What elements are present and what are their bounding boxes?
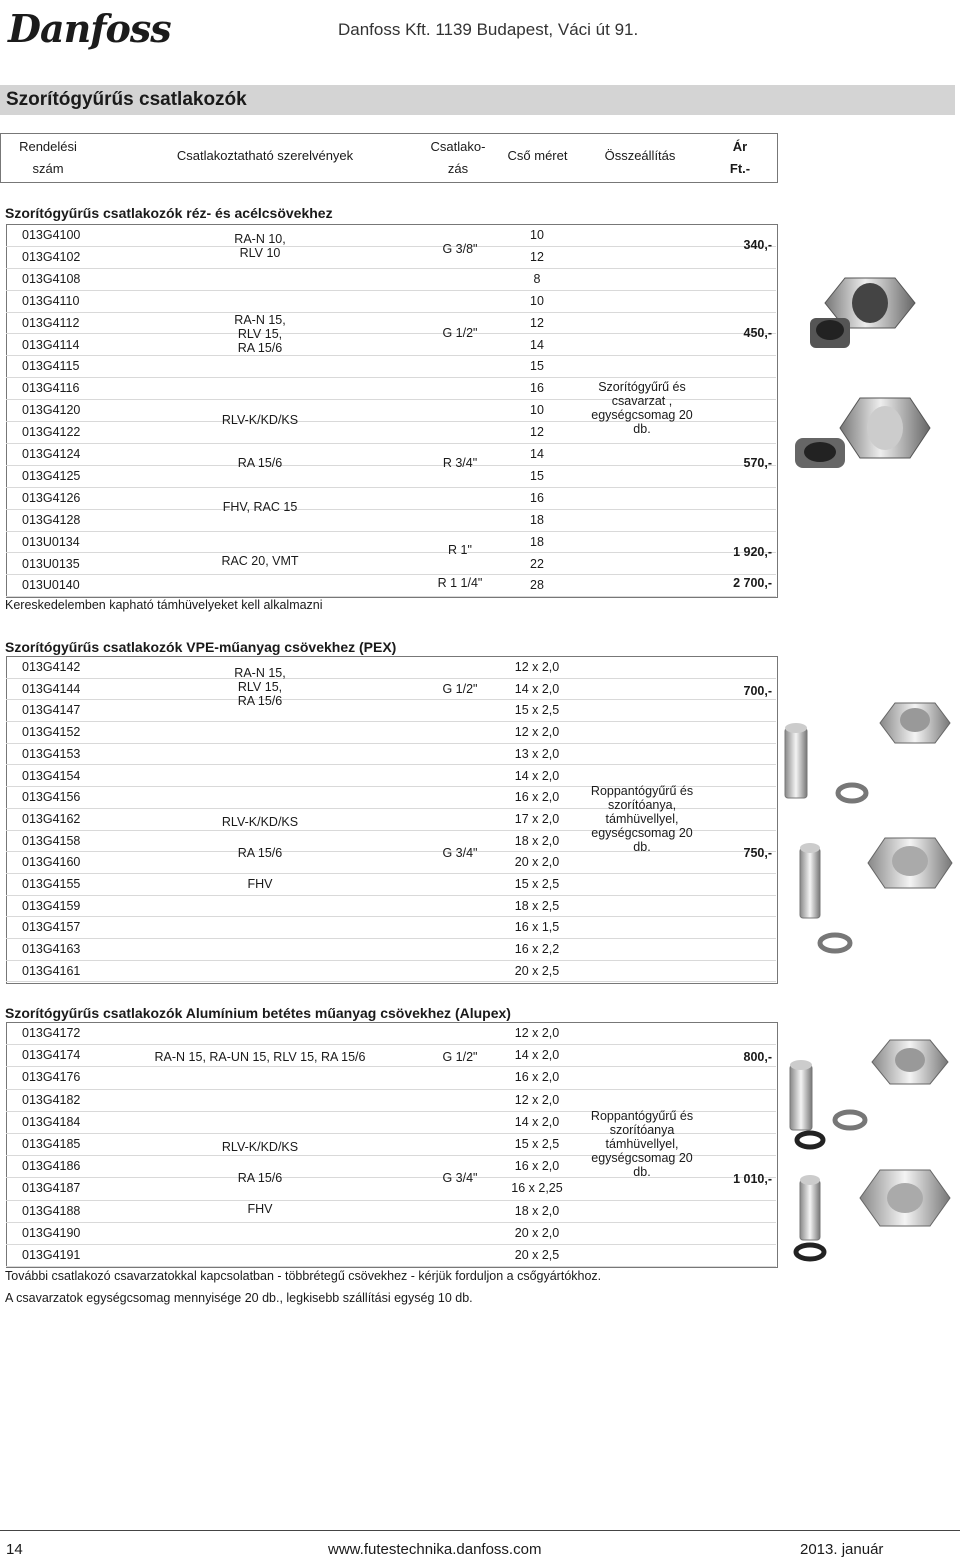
pipe-size: 16 x 2,2 xyxy=(514,942,560,957)
footer-date: 2013. január xyxy=(800,1541,884,1558)
pipe-size: 12 x 2,0 xyxy=(514,660,560,674)
table-row xyxy=(6,873,776,896)
order-code: 013G4116 xyxy=(22,381,80,396)
pipe-size: 18 x 2,0 xyxy=(514,833,560,848)
page-title-bar xyxy=(0,85,955,115)
fitting-ra15-6-pex: RA 15/6 xyxy=(237,846,283,860)
section3-note2: A csavarzatok egységcsomag mennyisége 20 db., legkisebb szállítási egység 10 db. xyxy=(5,1291,473,1305)
connection-g38: G 3/8" xyxy=(442,242,478,256)
order-code: 013G4159 xyxy=(22,898,81,913)
table-row xyxy=(6,531,776,554)
table-row xyxy=(6,678,776,701)
table-row xyxy=(6,443,776,466)
order-code: 013G4191 xyxy=(22,1248,81,1262)
footer-rule xyxy=(0,1530,960,1531)
pipe-size: 16 x 2,0 xyxy=(514,1159,560,1174)
order-code: 013G4122 xyxy=(22,425,81,440)
order-code: 013G4125 xyxy=(22,468,81,483)
pipe-size: 16 xyxy=(530,490,544,505)
order-code: 013G4120 xyxy=(22,403,81,418)
pipe-size: 10 xyxy=(530,228,544,242)
pipe-size: 16 x 2,0 xyxy=(514,1070,560,1085)
fitting-ra-n15-pex: RA-N 15, RLV 15, RA 15/6 xyxy=(234,666,286,708)
table-row xyxy=(6,1177,776,1200)
order-code: 013G4115 xyxy=(22,359,80,374)
col-order: Rendelési szám xyxy=(19,139,77,176)
fitting-rac20-vmt: RAC 20, VMT xyxy=(221,554,299,568)
pipe-size: 18 xyxy=(530,512,544,527)
danfoss-logo: Danfoss xyxy=(8,6,171,51)
table-row xyxy=(6,290,776,313)
pipe-size: 16 x 2,0 xyxy=(514,790,560,805)
pipe-size: 15 x 2,5 xyxy=(514,1137,560,1151)
order-code: 013G4163 xyxy=(22,942,81,957)
pipe-size: 15 x 2,5 xyxy=(514,703,560,718)
brass-fitting-image-1 xyxy=(785,268,955,508)
price-2700: 2 700,- xyxy=(733,576,772,590)
fitting-ra15-6-alupex: RA 15/6 xyxy=(237,1171,283,1185)
order-code: 013G4110 xyxy=(22,293,80,308)
order-code: 013G4188 xyxy=(22,1203,81,1218)
table-row xyxy=(6,1222,776,1245)
pipe-size: 18 x 2,5 xyxy=(514,898,560,913)
section3-note1: További csatlakozó csavarzatokkal kapcsolatban - többrétegű csövekhez - kérjük forduljon a csőgyártókhoz. xyxy=(5,1269,602,1283)
order-code: 013G4157 xyxy=(22,920,81,935)
fitting-rlv-k-alupex: RLV-K/KD/KS xyxy=(221,1140,299,1154)
order-code: 013G4128 xyxy=(22,512,81,527)
pipe-size: 14 x 2,0 xyxy=(514,1114,560,1129)
order-code: 013G4100 xyxy=(22,228,81,242)
pex-fitting-image xyxy=(780,698,955,968)
table-row xyxy=(6,487,776,510)
pipe-size: 14 xyxy=(530,337,544,352)
pipe-size: 15 xyxy=(530,359,544,374)
pipe-size: 12 xyxy=(530,315,544,330)
connection-g12: G 1/2" xyxy=(442,326,478,340)
order-code: 013G4184 xyxy=(22,1114,81,1129)
table-row xyxy=(6,1066,776,1089)
fitting-fhv-pex: FHV xyxy=(247,877,273,891)
pipe-size: 14 x 2,0 xyxy=(514,681,560,696)
connection-r1: R 1" xyxy=(448,543,472,557)
pipe-size: 14 x 2,0 xyxy=(514,1048,560,1063)
pipe-size: 16 xyxy=(530,381,544,396)
order-code: 013U0135 xyxy=(22,556,80,571)
table-row xyxy=(6,743,776,766)
assembly-text-pex: Roppantógyűrű és szorítóanya, támhüvellyel, egységcsomag 20 db. xyxy=(590,784,694,854)
order-code: 013G4172 xyxy=(22,1026,81,1040)
col-fittings: Csatlakoztatható szerelvények xyxy=(176,148,354,163)
assembly-text-alupex: Roppantógyűrű és szorítóanya támhüvellyel, egységcsomag 20 db. xyxy=(590,1109,694,1179)
pipe-size: 15 x 2,5 xyxy=(514,877,560,891)
order-code: 013G4186 xyxy=(22,1159,81,1174)
table-row xyxy=(6,553,776,576)
order-code: 013G4126 xyxy=(22,490,81,505)
assembly-text: Szorítógyűrű és csavarzat , egységcsomag 20 db. xyxy=(591,380,693,436)
pipe-size: 22 xyxy=(530,556,544,571)
fitting-rlv-k: RLV-K/KD/KS xyxy=(221,413,299,427)
table-row xyxy=(6,916,776,939)
company-address: Danfoss Kft. 1139 Budapest, Váci út 91. xyxy=(338,20,639,39)
connection-g34-alupex: G 3/4" xyxy=(442,1171,478,1185)
order-code: 013G4108 xyxy=(22,271,81,286)
table-row xyxy=(6,312,776,335)
pipe-size: 12 x 2,0 xyxy=(514,725,560,740)
pipe-size: 14 x 2,0 xyxy=(514,768,560,783)
table-row xyxy=(6,355,776,378)
pipe-size: 14 xyxy=(530,447,544,461)
order-code: 013G4155 xyxy=(22,877,81,891)
table-row xyxy=(6,574,776,597)
pipe-size: 20 x 2,5 xyxy=(514,963,560,978)
col-pipe-size: Cső méret xyxy=(507,148,568,163)
pipe-size: 20 x 2,0 xyxy=(514,1225,560,1240)
table-row xyxy=(6,465,776,488)
page-number: 14 xyxy=(6,1541,23,1558)
col-assembly: Összeállítás xyxy=(604,148,676,163)
order-code: 013G4161 xyxy=(22,963,81,978)
pipe-size: 16 x 2,25 xyxy=(511,1181,563,1196)
order-code: 013G4185 xyxy=(22,1137,81,1151)
price-1010: 1 010,- xyxy=(733,1172,772,1186)
alupex-fitting-image xyxy=(780,1030,955,1270)
pipe-size: 16 x 1,5 xyxy=(514,920,560,935)
pipe-size: 10 xyxy=(530,293,544,308)
section1-title: Szorítógyűrűs csatlakozók réz- és acélcsövekhez xyxy=(5,205,333,221)
price-700: 700,- xyxy=(743,684,772,698)
order-code: 013G4153 xyxy=(22,746,81,761)
table-row xyxy=(6,656,776,679)
fitting-ra-n10: RA-N 10, RLV 10 xyxy=(234,232,286,260)
fitting-ra15-6: RA 15/6 xyxy=(237,456,283,470)
table-row xyxy=(6,1200,776,1223)
order-code: 013G4152 xyxy=(22,725,81,740)
fitting-ra-n15: RA-N 15, RLV 15, RA 15/6 xyxy=(234,313,286,355)
pipe-size: 20 x 2,0 xyxy=(514,855,560,870)
table-row xyxy=(6,1244,776,1267)
pipe-size: 15 xyxy=(530,468,544,483)
table-row xyxy=(6,509,776,532)
order-code: 013U0134 xyxy=(22,534,80,549)
col-price: Ár Ft.- xyxy=(729,139,751,176)
order-code: 013G4158 xyxy=(22,833,81,848)
page-title: Szorítógyűrűs csatlakozók xyxy=(6,89,247,110)
pipe-size: 12 xyxy=(530,425,544,440)
pipe-size: 28 xyxy=(530,578,544,593)
fitting-fhv-alupex: FHV xyxy=(247,1202,273,1216)
pipe-size: 12 x 2,0 xyxy=(514,1092,560,1107)
pipe-size: 12 x 2,0 xyxy=(514,1026,560,1040)
price-1920: 1 920,- xyxy=(733,545,772,559)
order-code: 013G4114 xyxy=(22,337,80,352)
table-row xyxy=(6,699,776,722)
order-code: 013G4174 xyxy=(22,1048,81,1063)
fitting-rlv-k-pex: RLV-K/KD/KS xyxy=(221,815,299,829)
order-code: 013G4182 xyxy=(22,1092,81,1107)
order-code: 013G4142 xyxy=(22,660,81,674)
order-code: 013G4190 xyxy=(22,1225,81,1240)
table-row xyxy=(6,721,776,744)
fitting-ra-n15-alupex: RA-N 15, RA-UN 15, RLV 15, RA 15/6 xyxy=(154,1050,366,1064)
pipe-size: 18 x 2,0 xyxy=(514,1203,560,1218)
pipe-size: 20 x 2,5 xyxy=(514,1248,560,1262)
table-row xyxy=(6,895,776,918)
price-450: 450,- xyxy=(743,326,772,340)
order-code: 013G4147 xyxy=(22,703,81,718)
order-code: 013G4144 xyxy=(22,681,81,696)
order-code: 013G4156 xyxy=(22,790,81,805)
order-code: 013U0140 xyxy=(22,578,80,593)
order-code: 013G4176 xyxy=(22,1070,81,1085)
footer-url[interactable]: www.futestechnika.danfoss.com xyxy=(328,1541,542,1558)
price-800: 800,- xyxy=(743,1050,772,1064)
table-row xyxy=(6,851,776,874)
connection-r114: R 1 1/4" xyxy=(437,576,483,590)
section1-note: Kereskedelemben kapható támhüvelyeket kell alkalmazni xyxy=(5,598,323,612)
table-row xyxy=(6,268,776,291)
table-row xyxy=(6,246,776,269)
order-code: 013G4187 xyxy=(22,1181,81,1196)
connection-r34: R 3/4" xyxy=(442,456,478,470)
table-row xyxy=(6,224,776,247)
table-row xyxy=(6,334,776,357)
pipe-size: 17 x 2,0 xyxy=(514,811,560,826)
section3-title: Szorítógyűrűs csatlakozók Alumínium betétes műanyag csövekhez (Alupex) xyxy=(5,1005,511,1021)
order-code: 013G4124 xyxy=(22,447,81,461)
pipe-size: 13 x 2,0 xyxy=(514,746,560,761)
price-570: 570,- xyxy=(743,456,772,470)
price-340: 340,- xyxy=(743,238,772,252)
fitting-fhv-rac15: FHV, RAC 15 xyxy=(222,500,298,514)
col-connection: Csatlako- zás xyxy=(430,139,486,176)
pipe-size: 8 xyxy=(533,271,541,286)
price-750: 750,- xyxy=(743,846,772,860)
order-code: 013G4112 xyxy=(22,315,80,330)
table-row xyxy=(6,960,776,983)
table-row xyxy=(6,1022,776,1045)
connection-g12-pex: G 1/2" xyxy=(442,682,478,696)
table-row xyxy=(6,938,776,961)
pipe-size: 10 xyxy=(530,403,544,418)
pipe-size: 18 xyxy=(530,534,544,549)
connection-g12-alupex: G 1/2" xyxy=(442,1050,478,1064)
pipe-size: 12 xyxy=(530,249,544,264)
order-code: 013G4160 xyxy=(22,855,81,870)
order-code: 013G4154 xyxy=(22,768,81,783)
order-code: 013G4102 xyxy=(22,249,81,264)
section2-title: Szorítógyűrűs csatlakozók VPE-műanyag csövekhez (PEX) xyxy=(5,639,397,655)
order-code: 013G4162 xyxy=(22,811,81,826)
connection-g34-pex: G 3/4" xyxy=(442,846,478,860)
